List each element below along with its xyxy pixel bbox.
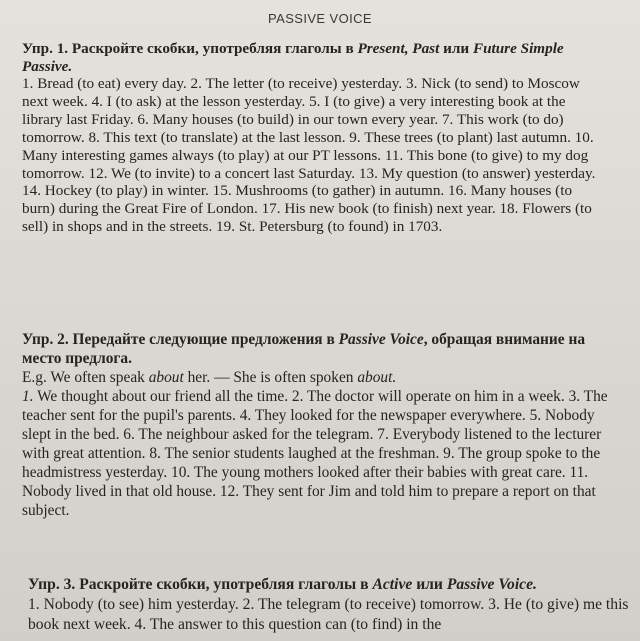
- example-prefix: E.g. We often speak: [22, 369, 149, 386]
- exercise-1-title-future: Future Simple Passive.: [22, 40, 564, 75]
- exercise-1-title: [22, 40, 607, 75]
- exercise-1-text: 1. Bread (to eat) every day. 2. The letter (to receive) yesterday. 3. Nick (to send) to Moscow next week. 4. I (to ask) at the lesson yesterday. 5. I (to give) a very interesting book at the library last Friday. 6. Many houses (to build) in our town every year. 7. This work (to do) tomorrow. 8. This text (to translate) at the last lesson. 9. These trees (to plant) last autumn. 10. Many interesting games always (to play) at our PT lessons. 11. This bone (to give) to my dog tomorrow. 12. We (to invite) to a concert last Saturday. 13. My question (to answer) yesterday. 14. Hockey (to play) in winter. 15. Mushrooms (to gather) in autumn. 16. Many houses (to burn) during the Great Fire of London. 17. His new book (to finish) next year. 18. Flowers (to sell) in shops and in the streets. 19. St. Petersburg (to found) in 1703.: [22, 75, 596, 236]
- exercise-3-title: [28, 575, 633, 595]
- exercise-2-title-voice: Passive Voice: [338, 331, 424, 348]
- exercise-3-text: 1. Nobody (to see) him yesterday. 2. The telegram (to receive) tomorrow. 3. He (to give) me this book next week. 4. The answer to this question can (to find) in the: [28, 596, 629, 633]
- exercise-2-title-prefix: Упр. 2. Передайте следующие предложения в: [22, 331, 339, 348]
- exercise-2-sentences: We thought about our friend all the time. 2. The doctor will operate on him in a week. 3. The teacher sent for the pupil's parents. 4. They looked for the newspaper everywhere. 5. Nobody slept in the bed. 6. The neighbour asked for the telegram. 7. Everybody listened to the lecturer with great attention. 8. The senior students laughed at the freshman. 9. The group spoke to the headmistress yesterday. 10. The young mothers looked after their babies with great care. 11. Nobody lived in that old house. 12. They sent for Jim and told him to prepare a report on that subject.: [22, 388, 608, 519]
- example-about-2: about.: [357, 369, 397, 386]
- exercise-2: [22, 330, 622, 520]
- exercise-1-title-tenses: Present, Past: [357, 40, 440, 57]
- exercise-1-title-prefix: Упр. 1. Раскройте скобки, употребляя глаголы в: [22, 40, 358, 57]
- exercise-2-title: [22, 330, 622, 368]
- exercise-3-title-or: или: [412, 576, 447, 593]
- exercise-3-title-active: Active: [372, 576, 413, 593]
- page-header: PASSIVE VOICE: [268, 11, 372, 26]
- exercise-3: [28, 575, 633, 635]
- exercise-3-title-passive: Passive Voice.: [446, 576, 537, 593]
- exercise-2-title-suffix: , обращая внимание на место предлога.: [22, 331, 586, 367]
- exercise-1: [22, 40, 607, 236]
- exercise-2-text: [22, 387, 622, 520]
- exercise-1-title-or: или: [439, 40, 473, 57]
- exercise-2-example: [22, 368, 622, 387]
- example-middle: her. — She is often spoken: [183, 369, 358, 386]
- example-about-1: about: [148, 369, 184, 386]
- exercise-3-title-prefix: Упр. 3. Раскройте скобки, употребляя глаголы в: [28, 576, 373, 593]
- exercise-2-first-number: 1.: [22, 388, 34, 405]
